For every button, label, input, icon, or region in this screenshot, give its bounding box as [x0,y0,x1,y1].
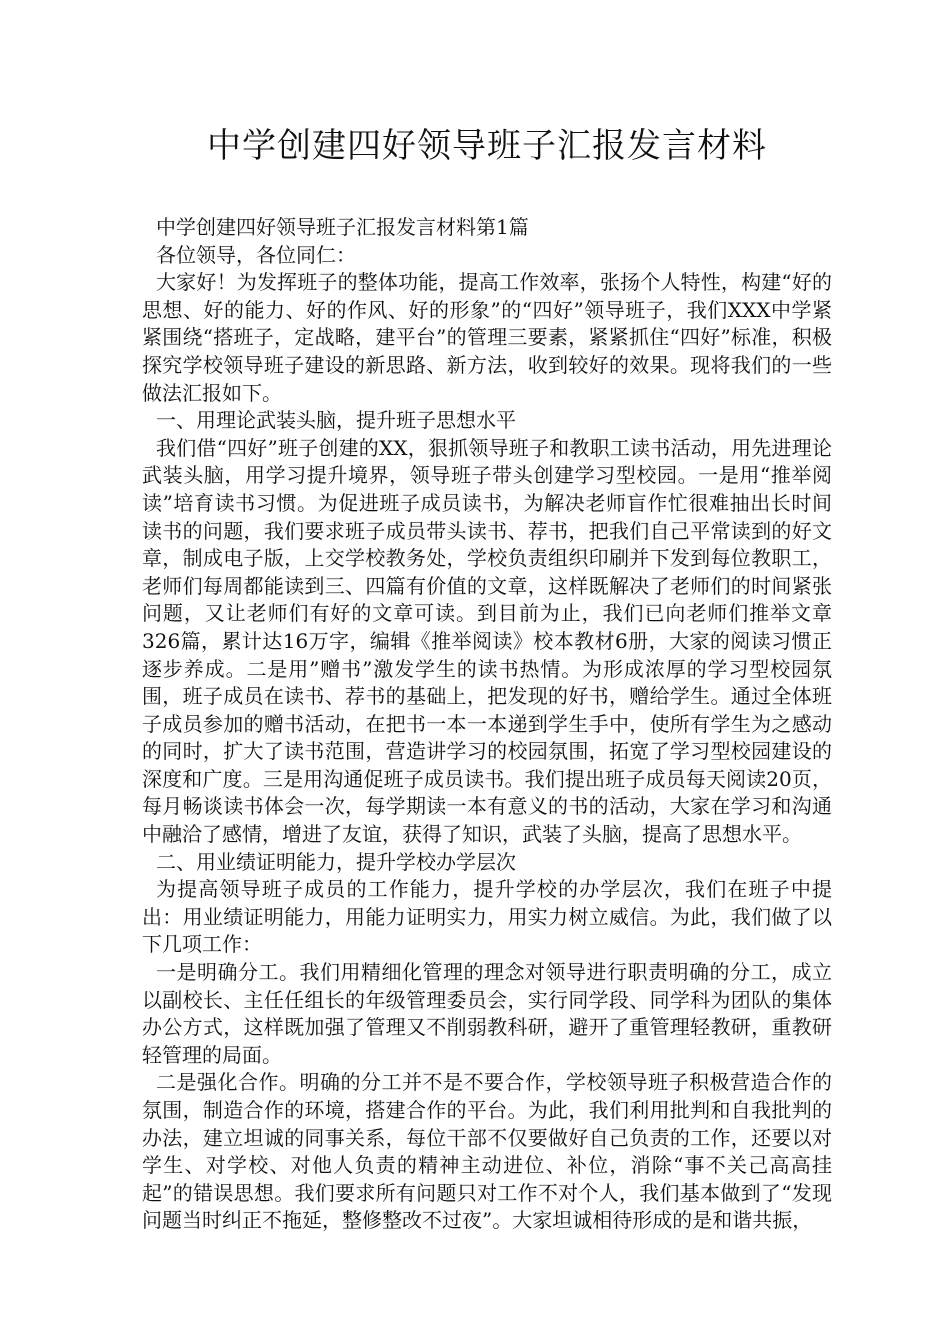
body-paragraph: 二是强化合作。明确的分工并不是不要合作，学校领导班子积极营造合作的氛围，制造合作的环境，搭建合作的平台。为此，我们利用批判和自我批判的办法，建立坦诚的同事关系，每位干部不仅要做好自己负责的工作，还要以对学生、对学校、对他人负责的精神主动进位、补位，消除“事不关己高高挂起”的错误思想。我们要求所有问题只对工作不对个人，我们基本做到了“发现问题当时纠正不拖延，整修整改不过夜”。大家坦诚相待形成的是和谐共振， [142,1070,832,1233]
document-body [142,214,832,1235]
body-paragraph: 我们借“四好”班子创建的XX，狠抓领导班子和教职工读书活动，用先进理论武装头脑，用学习提升境界，领导班子带头创建学习型校园。一是用“推举阅读”培育读书习惯。为促进班子成员读书，为解决老师盲作忙很难抽出长时间读书的问题，我们要求班子成员带头读书、荐书，把我们自己平常读到的好文章，制成电子版，上交学校教务处，学校负责组织印刷并下发到每位教职工，老师们每周都能读到三、四篇有价值的文章，这样既解决了老师们的时间紧张问题，又让老师们有好的文章可读。到目前为止，我们已向老师们推举文章326篇，累计达16万字，编辑《推举阅读》校本教材6册，大家的阅读习惯正逐步养成。二是用”赠书”激发学生的读书热情。为形成浓厚的学习型校园氛围，班子成员在读书、荐书的基础上，把发现的好书，赠给学生。通过全体班子成员参加的赠书活动，在把书一本一本递到学生手中，使所有学生为之感动的同时，扩大了读书范围，营造讲学习的校园氛围，拓宽了学习型校园建设的深度和广度。三是用沟通促班子成员读书。我们提出班子成员每天阅读20页，每月畅谈读书体会一次，每学期读一本有意义的书的活动，大家在学习和沟通中融洽了感情，增进了友谊，获得了知识，武装了头脑，提高了思想水平。 [142,435,832,847]
body-paragraph: 一是明确分工。我们用精细化管理的理念对领导进行职责明确的分工，成立以副校长、主任任组长的年级管理委员会，实行同学段、同学科为团队的集体办公方式，这样既加强了管理又不削弱教科研，避开了重管理轻教研，重教研轻管理的局面。 [142,960,832,1067]
body-paragraph: 大家好！为发挥班子的整体功能，提高工作效率，张扬个人特性，构建“好的思想、好的能力、好的作风、好的形象”的“四好”领导班子，我们XXX中学紧紧围绕“搭班子，定战略，建平台”的管理三要素，紧紧抓住“四好”标准，积极探究学校领导班子建设的新思路、新方法，收到较好的效果。现将我们的一些做法汇报如下。 [142,270,832,405]
section-heading: 一、用理论武装头脑，提升班子思想水平 [156,408,516,433]
section-heading: 中学创建四好领导班子汇报发言材料第1篇 [156,215,529,239]
section-heading: 二、用业绩证明能力，提升学校办学层次 [156,849,516,874]
body-paragraph: 为提高领导班子成员的工作能力，提升学校的办学层次，我们在班子中提出：用业绩证明能力，用能力证明实力，用实力树立威信。为此，我们做了以下几项工作： [142,877,832,957]
salutation: 各位领导，各位同仁： [156,242,356,267]
document-title: 中学创建四好领导班子汇报发言材料 [207,126,767,166]
